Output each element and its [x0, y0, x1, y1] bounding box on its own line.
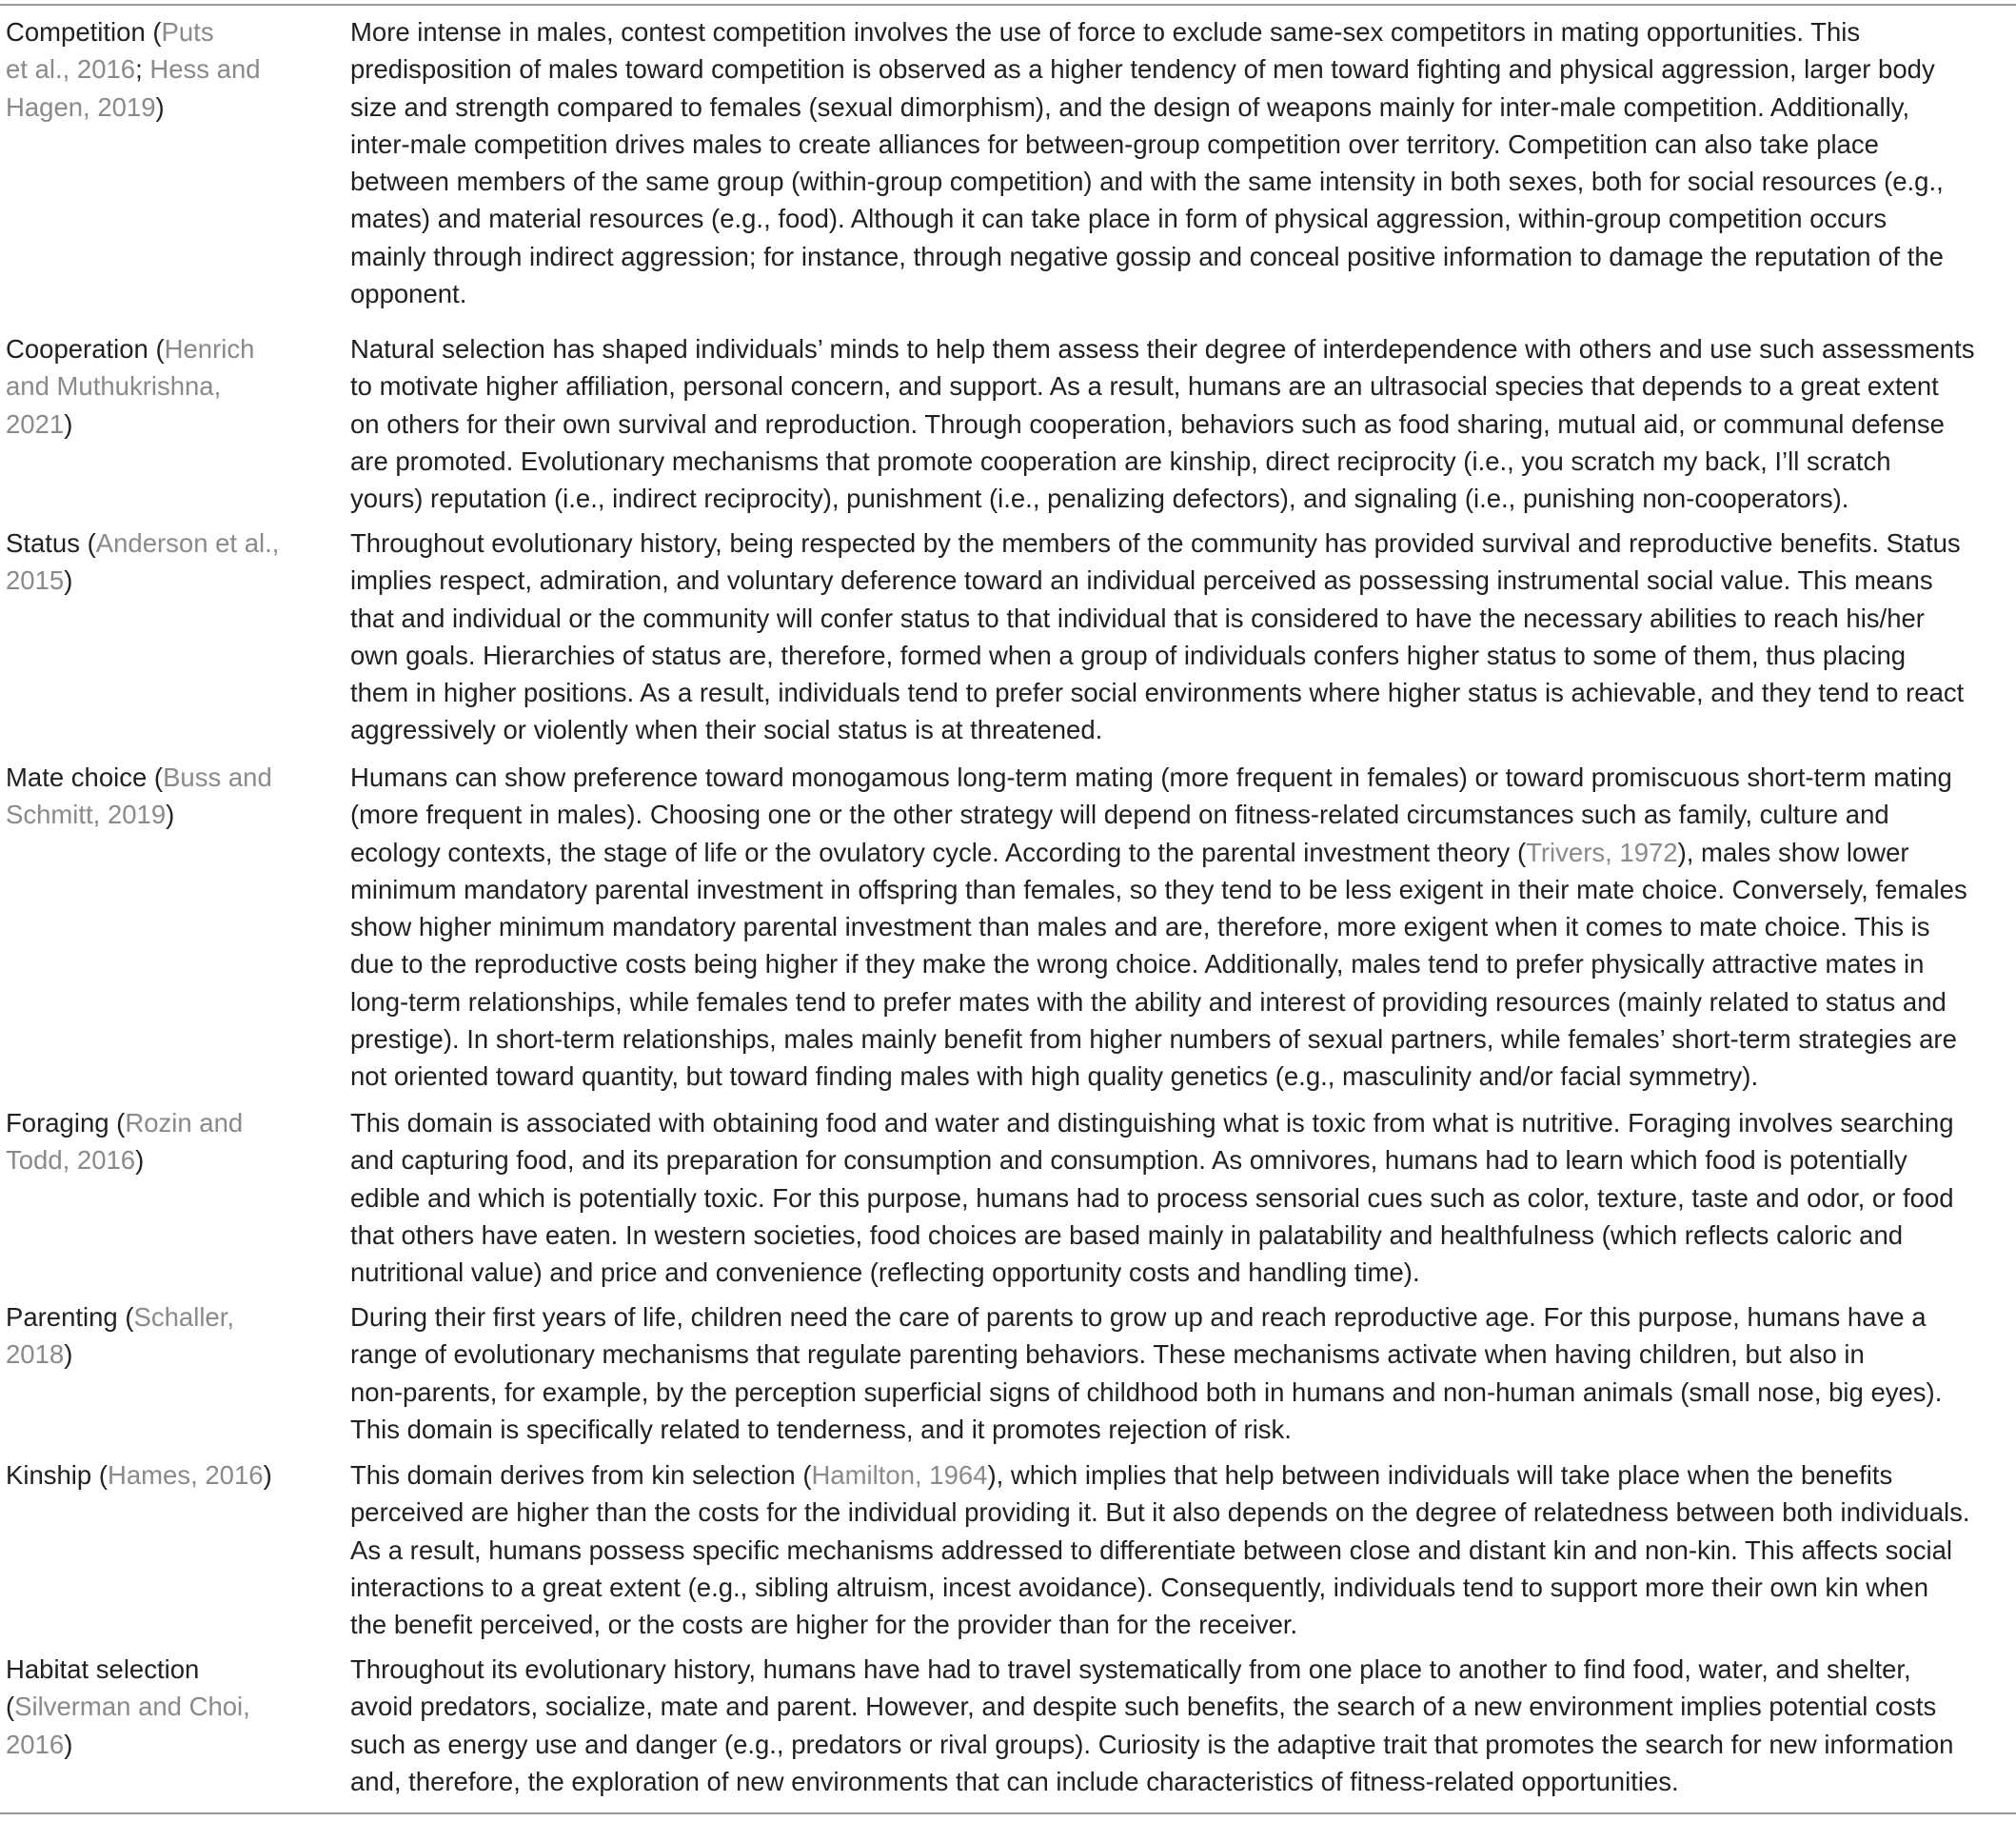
text-line	[350, 1179, 2016, 1217]
table-bottom-rule	[0, 1812, 2016, 1814]
text-segment: such as energy use and danger (e.g., predators or rival groups). Curiosity is the adaptive trait that promotes the search for new information	[350, 1729, 1954, 1759]
text-segment: )	[64, 408, 73, 439]
text-line	[350, 1298, 2016, 1336]
text-line	[350, 1606, 2016, 1643]
text-segment: Throughout its evolutionary history, humans have had to travel systematically from one place to another to find food, water, and shelter,	[350, 1654, 1911, 1684]
text-segment: that and individual or the community will confer status to that individual that is considered to have the necessary abilities to reach his/her	[350, 603, 1925, 633]
text-segment: inter-male competition drives males to create alliances for between-group competition over territory. Competition can also take place	[350, 129, 1879, 159]
text-segment: ecology contexts, the stage of life or the ovulatory cycle. According to the parental investment theory (	[350, 837, 1527, 867]
text-line	[350, 1374, 2016, 1411]
text-segment: This domain is specifically related to tenderness, and it promotes rejection of risk.	[350, 1414, 1292, 1444]
text-line	[350, 674, 2016, 711]
text-line	[350, 1104, 2016, 1141]
text-line	[350, 711, 2016, 748]
text-line	[6, 1456, 291, 1494]
text-segment: Humans can show preference toward monogamous long-term mating (more frequent in females) or toward promiscuous short-term mating	[350, 762, 1952, 792]
text-line	[350, 1254, 2016, 1291]
citation-link[interactable]: 2018	[6, 1339, 65, 1370]
text-line	[350, 834, 2016, 871]
text-segment: Habitat selection	[6, 1654, 200, 1684]
text-line	[6, 367, 291, 405]
row-term	[6, 1298, 291, 1374]
text-segment: Throughout evolutionary history, being respected by the members of the community has provided survival and reproductive benefits. Status	[350, 528, 1961, 558]
text-line	[6, 1726, 291, 1763]
text-segment: Foraging (	[6, 1108, 126, 1138]
text-line	[350, 1494, 2016, 1531]
citation-link[interactable]: Hamilton, 1964	[811, 1460, 988, 1490]
text-segment: )	[64, 1339, 73, 1370]
text-line	[6, 1298, 291, 1336]
text-segment: As a result, humans possess specific mechanisms addressed to differentiate between close and distant kin and non-kin. This affects social	[350, 1534, 1952, 1565]
text-line	[6, 796, 291, 833]
citation-link[interactable]: Hames, 2016	[108, 1460, 264, 1490]
text-segment: and, therefore, the exploration of new environments that can include characteristics of fitness-related opportunities.	[350, 1766, 1679, 1796]
row-term	[6, 525, 291, 600]
text-segment: ), males show lower	[1677, 837, 1909, 867]
row-description	[350, 1298, 2016, 1448]
text-segment: (	[6, 1692, 15, 1722]
text-segment: )	[64, 565, 73, 596]
text-line	[350, 1058, 2016, 1095]
text-line	[6, 562, 291, 599]
text-segment: to motivate higher affiliation, personal concern, and support. As a result, humans are an ultrasocial species that depends to a great extent	[350, 371, 1939, 402]
text-line	[350, 1456, 2016, 1494]
citation-link[interactable]: Henrich	[164, 334, 255, 364]
row-term	[6, 1104, 291, 1179]
table-top-rule	[0, 4, 2016, 6]
text-segment: Status (	[6, 528, 96, 558]
text-segment: )	[263, 1460, 272, 1490]
text-segment: perceived are higher than the costs for the individual providing it. But it also depends on the degree of relatedness between both individuals.	[350, 1497, 1970, 1528]
citation-link[interactable]: Todd, 2016	[6, 1145, 136, 1176]
text-line	[350, 1217, 2016, 1254]
text-line	[350, 1141, 2016, 1178]
row-term	[6, 13, 291, 126]
text-line	[350, 525, 2016, 562]
text-line	[350, 908, 2016, 945]
text-line	[350, 406, 2016, 443]
text-line	[6, 330, 291, 367]
text-segment: Parenting (	[6, 1302, 134, 1332]
text-segment: yours) reputation (i.e., indirect reciprocity), punishment (i.e., penalizing defectors), and signaling (i.e., punishing non-cooperators).	[350, 484, 1849, 514]
text-line	[6, 1141, 291, 1178]
row-term	[6, 1651, 291, 1763]
row-description	[350, 1456, 2016, 1643]
text-segment: on others for their own survival and reproduction. Through cooperation, behaviors such as food sharing, mutual aid, or communal defense	[350, 408, 1945, 439]
text-segment: own goals. Hierarchies of status are, therefore, formed when a group of individuals confers higher status to some of them, thus placing	[350, 640, 1907, 670]
text-segment: Cooperation (	[6, 334, 165, 364]
row-description	[350, 525, 2016, 749]
text-segment: interactions to a great extent (e.g., sibling altruism, incest avoidance). Consequently, individuals tend to support more their own kin when	[350, 1572, 1929, 1602]
row-term	[6, 1456, 291, 1494]
text-segment: show higher minimum mandatory parental investment than males and are, therefore, more exigent when it comes to mate choice. This is	[350, 912, 1930, 942]
text-line	[6, 89, 291, 126]
text-line	[350, 983, 2016, 1020]
text-segment: More intense in males, contest competition involves the use of force to exclude same-sex competitors in mating opportunities. This	[350, 17, 1861, 47]
text-line	[350, 13, 2016, 50]
text-segment: )	[135, 1145, 145, 1176]
text-segment: that others have eaten. In western societies, food choices are based mainly in palatability and healthfulness (which reflects caloric and	[350, 1219, 1904, 1250]
text-line	[350, 1411, 2016, 1448]
citation-link[interactable]: 2015	[6, 565, 65, 596]
text-segment: the benefit perceived, or the costs are higher for the provider than for the receiver.	[350, 1610, 1298, 1640]
citation-link[interactable]: Hess and	[149, 54, 261, 85]
text-line	[350, 200, 2016, 237]
text-segment: predisposition of males toward competition is observed as a higher tendency of men toward fighting and physical aggression, larger body	[350, 54, 1935, 85]
text-segment: )	[64, 1729, 73, 1759]
citation-link[interactable]: and Muthukrishna,	[6, 371, 222, 402]
text-segment: )	[166, 800, 175, 830]
text-line	[350, 1688, 2016, 1725]
text-line	[350, 1569, 2016, 1606]
text-line	[350, 1532, 2016, 1569]
text-line	[350, 275, 2016, 312]
text-segment: mainly through indirect aggression; for instance, through negative gossip and conceal positive information to damage the reputation of the	[350, 241, 1944, 271]
text-line	[6, 759, 291, 796]
citation-link[interactable]: Hagen, 2019	[6, 91, 156, 122]
text-line	[350, 480, 2016, 517]
text-line	[350, 89, 2016, 126]
row-description	[350, 13, 2016, 312]
citation-link[interactable]: Anderson et al.,	[95, 528, 280, 558]
row-description	[350, 1104, 2016, 1291]
text-segment: between members of the same group (within-group competition) and with the same intensity in both sexes, both for social resources (e.g.,	[350, 167, 1944, 197]
text-segment: long-term relationships, while females tend to prefer mates with the ability and interest of providing resources (mainly related to status and	[350, 986, 1947, 1017]
text-line	[350, 367, 2016, 405]
text-segment: due to the reproductive costs being higher if they make the wrong choice. Additionally, males tend to prefer physically attractive mates in	[350, 949, 1925, 980]
text-line	[350, 50, 2016, 88]
text-segment: and capturing food, and its preparation for consumption and consumption. As omnivores, humans had to learn which food is potentially	[350, 1145, 1907, 1176]
text-line	[6, 525, 291, 562]
text-line	[350, 1651, 2016, 1688]
text-line	[6, 1651, 291, 1688]
text-line	[350, 1763, 2016, 1800]
text-line	[350, 1726, 2016, 1763]
citation-link[interactable]: Buss and	[163, 762, 272, 792]
text-segment: implies respect, admiration, and voluntary deference toward an individual perceived as possessing instrumental social value. This means	[350, 565, 1933, 596]
text-line	[350, 600, 2016, 637]
citation-link[interactable]: Schmitt, 2019	[6, 800, 167, 830]
citation-link[interactable]: Schaller,	[133, 1302, 235, 1332]
row-description	[350, 759, 2016, 1096]
text-line	[350, 562, 2016, 599]
text-segment: This domain derives from kin selection (	[350, 1460, 812, 1490]
text-line	[350, 443, 2016, 480]
text-segment: minimum mandatory parental investment in offspring than females, so they tend to be less exigent in their mate choice. Conversely, females	[350, 874, 1967, 904]
text-line	[350, 945, 2016, 982]
text-segment: range of evolutionary mechanisms that regulate parenting behaviors. These mechanisms activate when having children, but also in	[350, 1339, 1865, 1370]
row-description	[350, 1651, 2016, 1800]
text-segment: ;	[135, 54, 150, 85]
citation-link[interactable]: 2021	[6, 408, 65, 439]
text-line	[350, 126, 2016, 163]
text-line	[6, 406, 291, 443]
text-line	[350, 330, 2016, 367]
citation-link[interactable]: 2016	[6, 1729, 65, 1759]
citation-link[interactable]: Rozin and	[125, 1108, 244, 1138]
citation-link[interactable]: Puts	[161, 17, 214, 47]
text-segment: avoid predators, socialize, mate and parent. However, and despite such benefits, the search of a new environment implies potential costs	[350, 1692, 1937, 1722]
text-segment: During their first years of life, children need the care of parents to grow up and reach reproductive age. For this purpose, humans have a	[350, 1302, 1927, 1332]
citation-link[interactable]: Silverman and Choi,	[14, 1692, 250, 1722]
text-segment: are promoted. Evolutionary mechanisms that promote cooperation are kinship, direct reciprocity (i.e., you scratch my back, I’ll scratch	[350, 445, 1891, 476]
text-segment: nutritional value) and price and convenience (reflecting opportunity costs and handling time).	[350, 1257, 1420, 1288]
text-line	[350, 871, 2016, 908]
text-segment: ), which implies that help between individuals will take place when the benefits	[987, 1460, 1893, 1490]
text-line	[350, 1020, 2016, 1058]
row-description	[350, 330, 2016, 517]
text-line	[350, 238, 2016, 275]
text-line	[350, 759, 2016, 796]
row-term	[6, 330, 291, 443]
text-segment: them in higher positions. As a result, individuals tend to prefer social environments where higher status is achievable, and they tend to react	[350, 678, 1965, 708]
text-segment: Natural selection has shaped individuals’ minds to help them assess their degree of interdependence with others and use such assessments	[350, 334, 1975, 364]
text-line	[6, 50, 291, 88]
text-segment: opponent.	[350, 279, 467, 309]
text-line	[350, 163, 2016, 200]
text-line	[6, 1104, 291, 1141]
text-line	[6, 1688, 291, 1725]
text-segment: size and strength compared to females (sexual dimorphism), and the design of weapons mainly for inter-male competition. Additionally,	[350, 91, 1910, 122]
text-segment: Kinship (	[6, 1460, 108, 1490]
text-segment: )	[155, 91, 165, 122]
row-term	[6, 759, 291, 834]
text-segment: prestige). In short-term relationships, males mainly benefit from higher numbers of sexual partners, while females’ short-term strategies are	[350, 1024, 1957, 1055]
text-line	[350, 796, 2016, 833]
text-segment: This domain is associated with obtaining food and water and distinguishing what is toxic from what is nutritive. Foraging involves searching	[350, 1108, 1954, 1138]
citation-link[interactable]: et al., 2016	[6, 54, 136, 85]
text-line	[6, 1336, 291, 1373]
text-segment: mates) and material resources (e.g., food). Although it can take place in form of physical aggression, within-group competition occurs	[350, 204, 1888, 234]
text-segment: aggressively or violently when their social status is at threatened.	[350, 715, 1103, 745]
text-line	[350, 1336, 2016, 1373]
text-segment: (more frequent in males). Choosing one or the other strategy will depend on fitness-related circumstances such as family, culture and	[350, 800, 1889, 830]
text-segment: Mate choice (	[6, 762, 164, 792]
text-line	[6, 13, 291, 50]
text-segment: Competition (	[6, 17, 162, 47]
text-line	[350, 637, 2016, 674]
text-segment: edible and which is potentially toxic. For this purpose, humans had to process sensorial cues such as color, texture, taste and odor, or food	[350, 1182, 1954, 1213]
text-segment: not oriented toward quantity, but toward finding males with high quality genetics (e.g., masculinity and/or facial symmetry).	[350, 1061, 1759, 1092]
text-segment: non-parents, for example, by the perception superficial signs of childhood both in humans and non-human animals (small nose, big eyes).	[350, 1376, 1943, 1407]
citation-link[interactable]: Trivers, 1972	[1526, 837, 1678, 867]
